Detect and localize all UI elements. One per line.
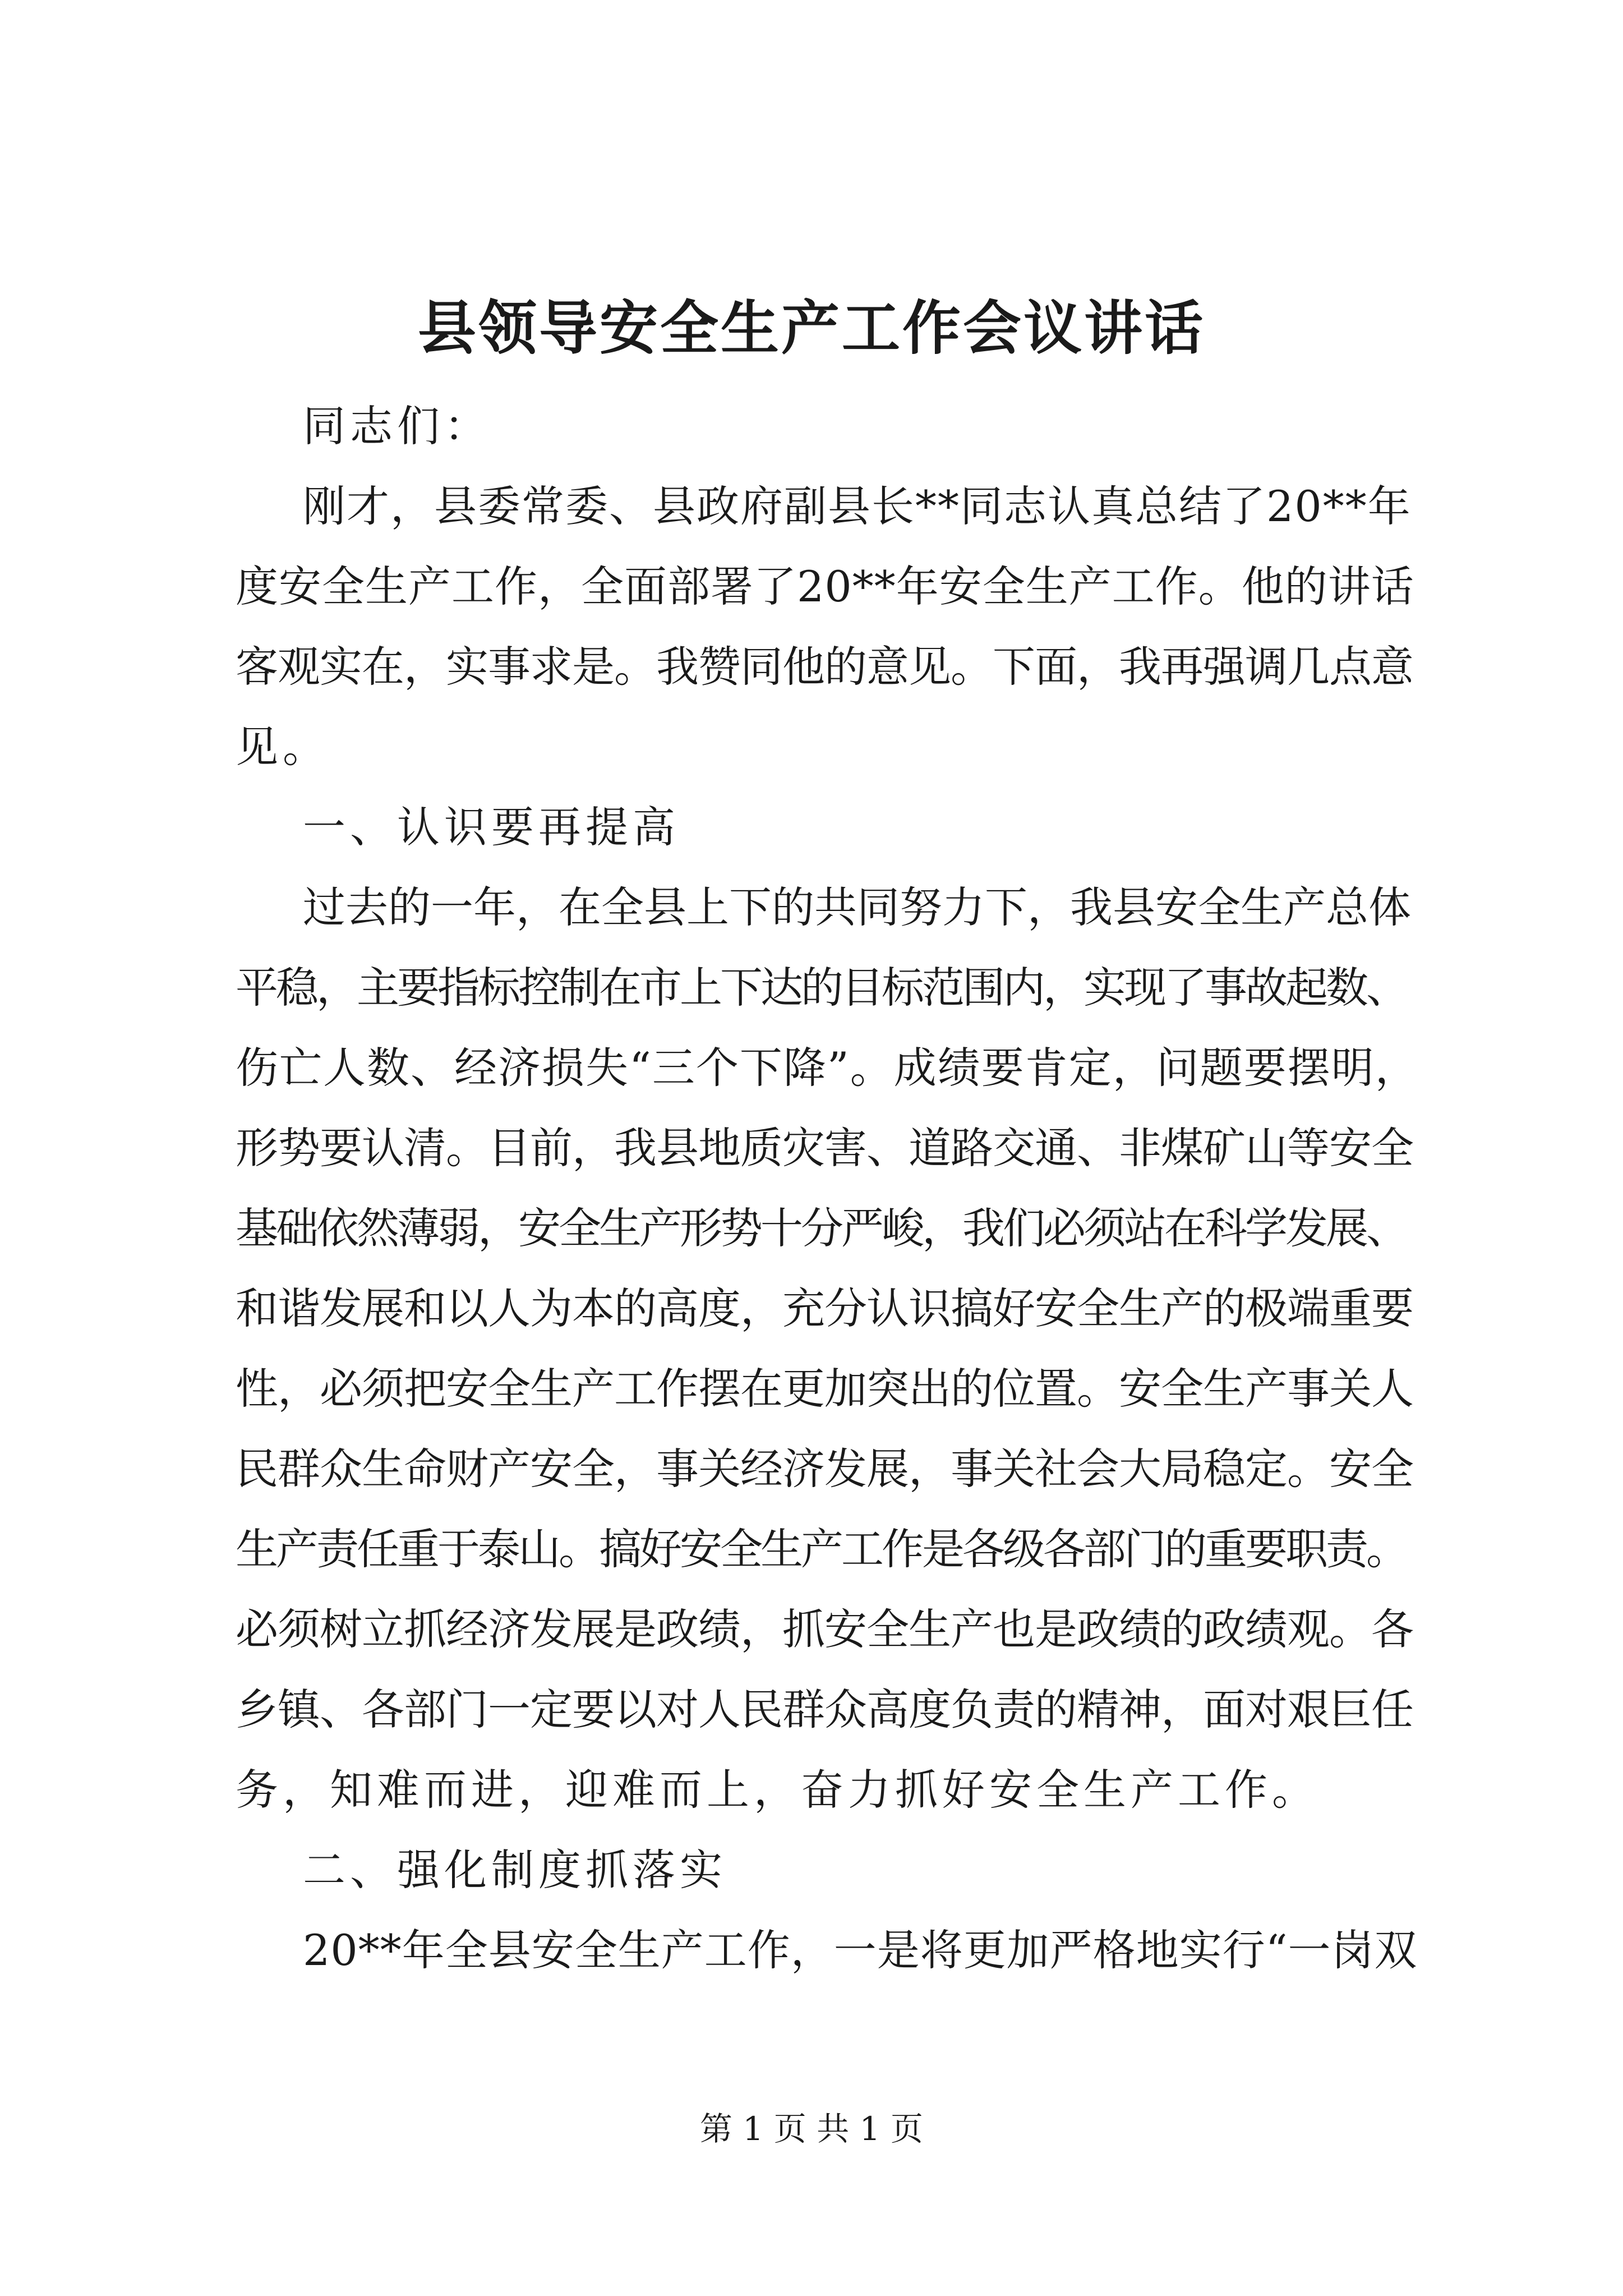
document-title: 县领导安全生产工作会议讲话 — [417, 293, 1205, 362]
page-number-footer: 第 1 页 共 1 页 — [700, 2110, 923, 2148]
section-heading-1: 一、认识要再提高 — [303, 802, 680, 852]
paragraph-line: 乡镇、各部门一定要以对人民群众高度负责的精神，面对艰巨任 — [236, 1685, 1413, 1734]
paragraph-line: 必须树立抓经济发展是政绩，抓安全生产也是政绩的政绩观。各 — [236, 1604, 1413, 1654]
paragraph-line: 生产责任重于泰山。搞好安全生产工作是各级各部门的重要职责。 — [236, 1524, 1407, 1574]
paragraph-line: 20**年全县安全生产工作，一是将更加严格地实行“一岗双 — [303, 1925, 1418, 1975]
paragraph-line: 度安全生产工作，全面部署了20**年安全生产工作。他的讲话 — [236, 562, 1414, 611]
salutation: 同志们： — [303, 401, 491, 451]
paragraph-line: 基础依然薄弱，安全生产形势十分严峻，我们必须站在科学发展、 — [236, 1203, 1407, 1253]
paragraph-line: 民群众生命财产安全，事关经济发展，事关社会大局稳定。安全 — [236, 1444, 1413, 1494]
paragraph-line: 伤亡人数、经济损失“三个下降”。成绩要肯定，问题要摆明， — [236, 1043, 1419, 1093]
paragraph-line: 形势要认清。目前，我县地质灾害、道路交通、非煤矿山等安全 — [236, 1123, 1413, 1173]
paragraph-line: 见。 — [236, 722, 330, 772]
paragraph-line: 刚才，县委常委、县政府副县长**同志认真总结了20**年 — [303, 481, 1412, 531]
paragraph-line: 过去的一年，在全县上下的共同努力下，我县安全生产总体 — [303, 882, 1411, 932]
paragraph-line: 客观实在，实事求是。我赞同他的意见。下面，我再强调几点意 — [236, 642, 1413, 692]
section-heading-2: 二、强化制度抓落实 — [303, 1845, 727, 1895]
paragraph-line: 务，知难而进，迎难而上，奋力抓好安全生产工作。 — [236, 1765, 1319, 1815]
paragraph-line: 和谐发展和以人为本的高度，充分认识搞好安全生产的极端重要 — [236, 1283, 1413, 1333]
paragraph-line: 性，必须把安全生产工作摆在更加突出的位置。安全生产事关人 — [236, 1364, 1413, 1414]
paragraph-line: 平稳，主要指标控制在市上下达的目标范围内，实现了事故起数、 — [236, 963, 1407, 1013]
